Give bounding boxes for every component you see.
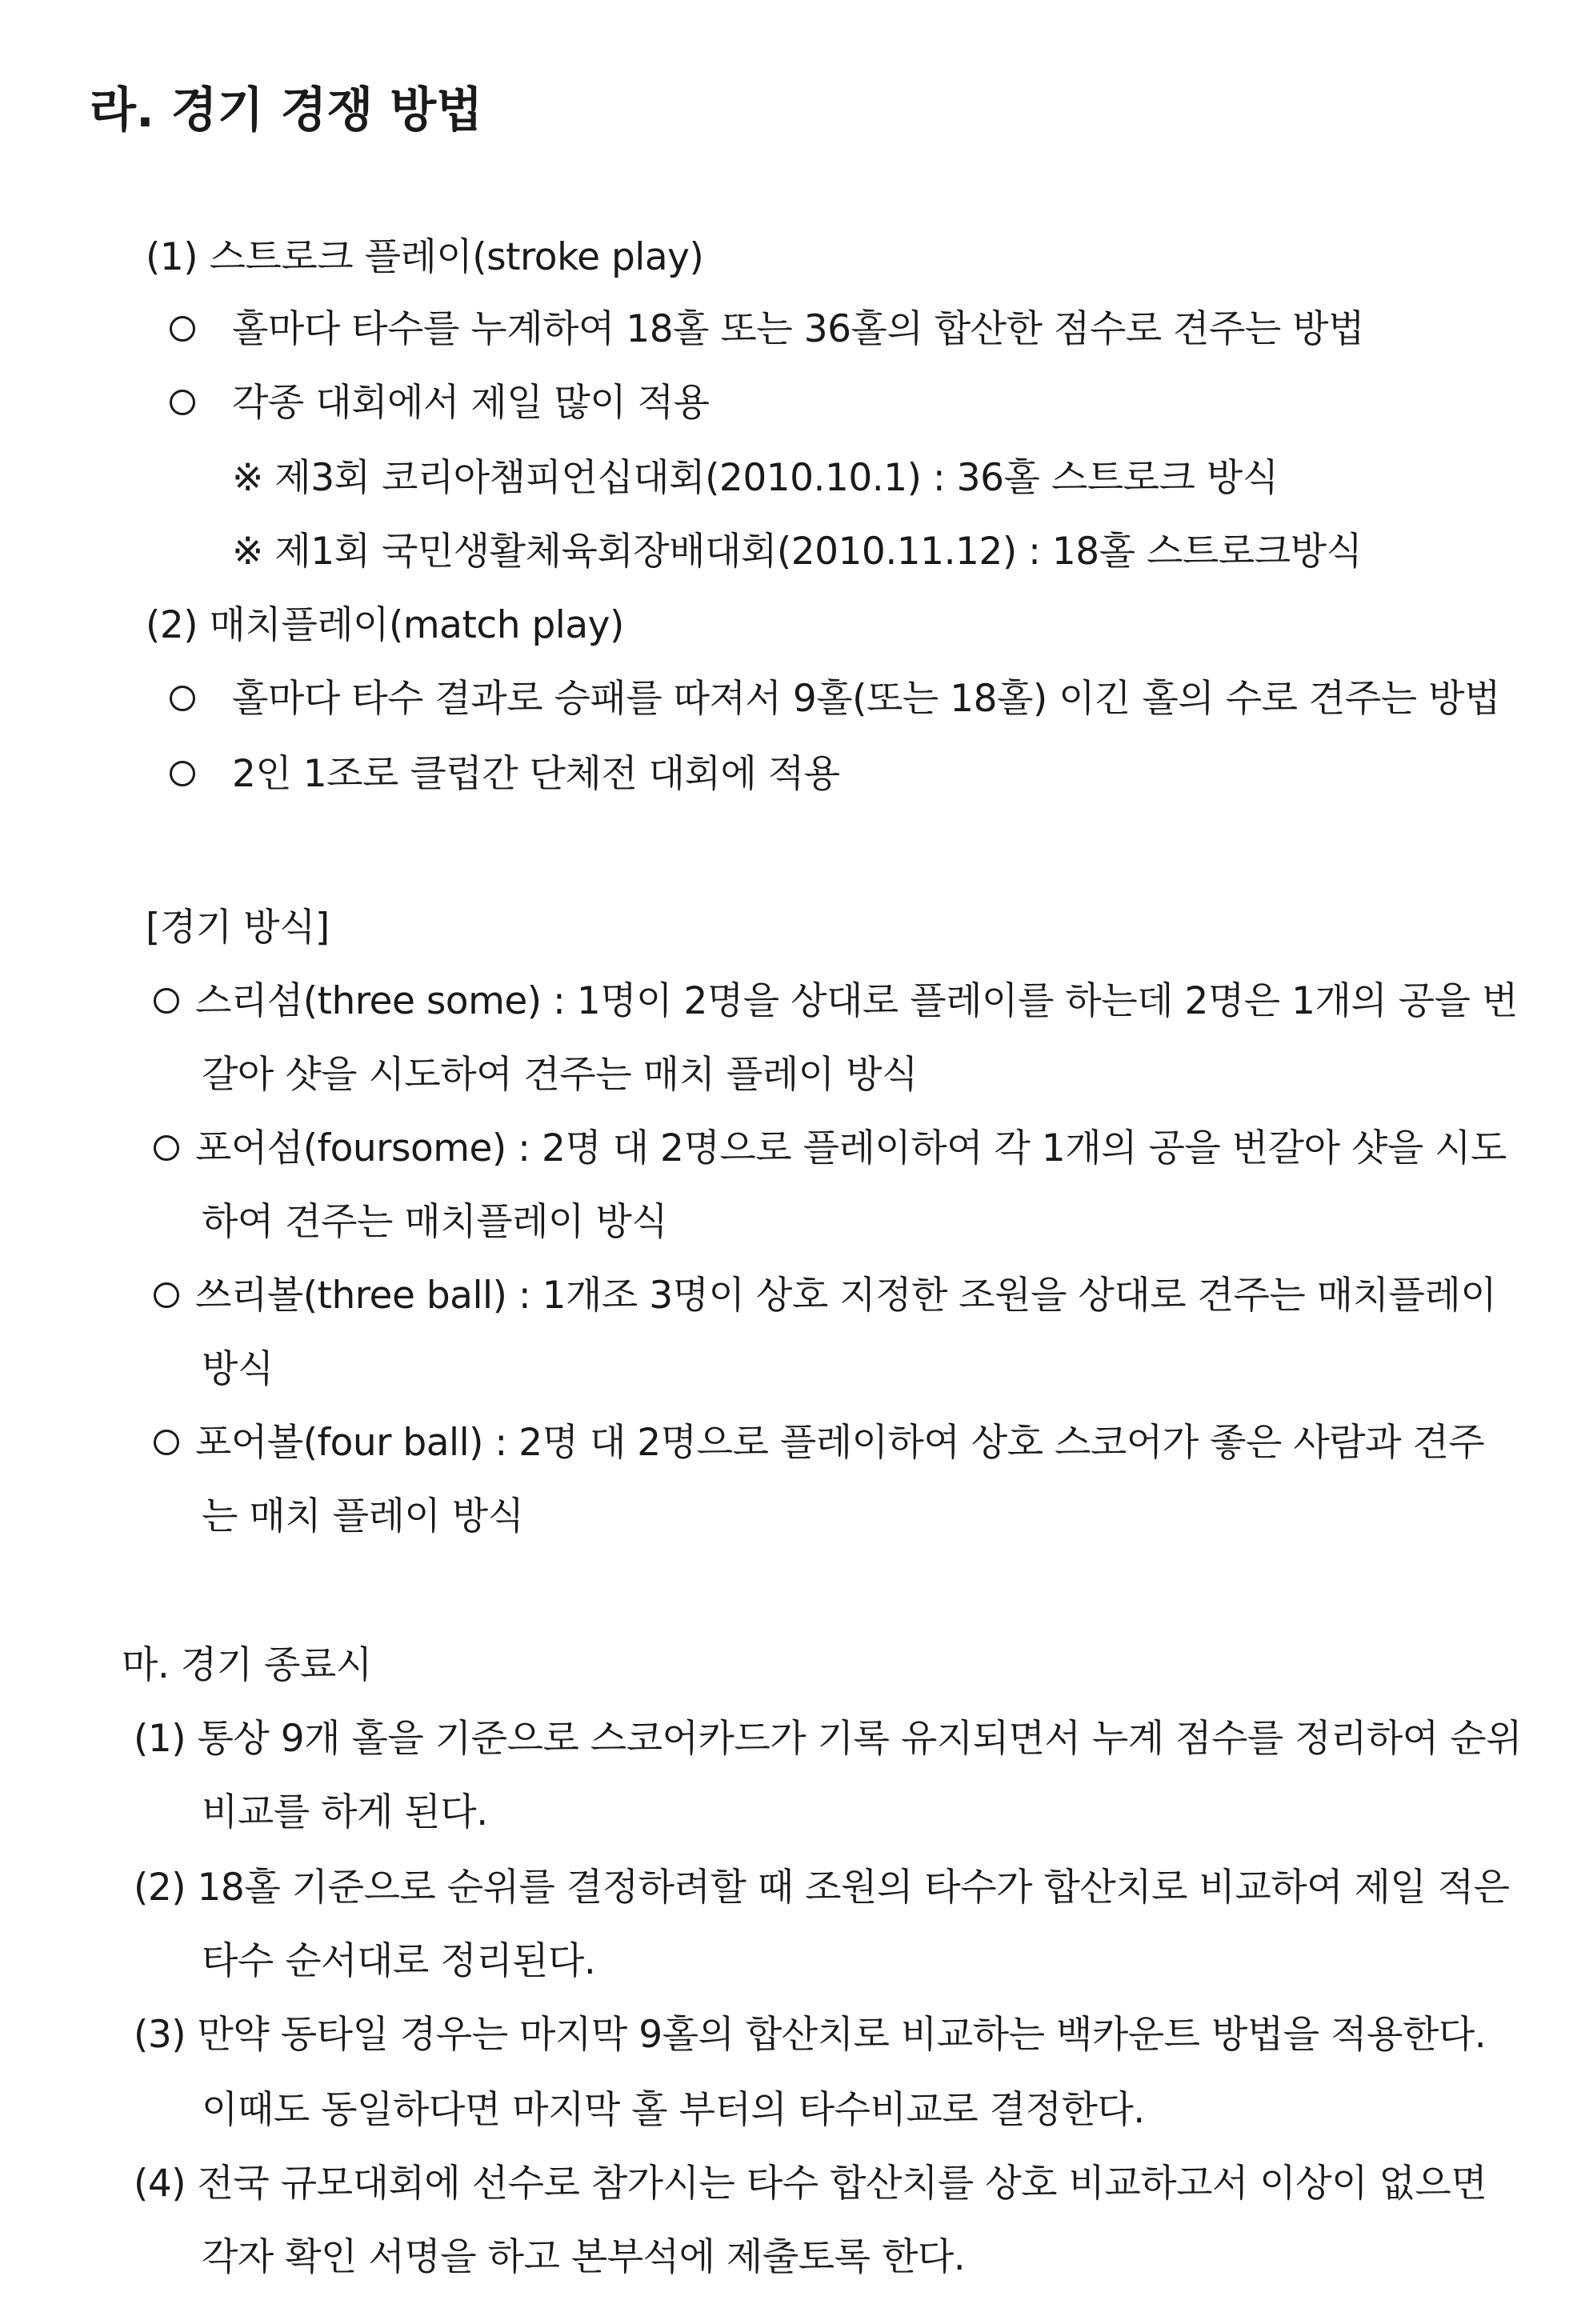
stroke-bullet-1 [170, 306, 1364, 354]
method-item-4 [154, 1419, 1484, 1467]
end-item-4-line1: (4) 전국 규모대회에 선수로 참가시는 타수 합산치를 상호 비교하고서 이상이 없으면 [134, 2162, 1487, 2206]
stroke-bullet-1-text: 홀마다 타수를 누계하여 18홀 또는 36홀의 합산한 점수로 견주는 방법 [232, 307, 1365, 351]
method-item-1-line2: 갈아 샷을 시도하여 견주는 매치 플레이 방식 [202, 1053, 918, 1097]
end-item-1-line2: 비교를 하게 된다. [202, 1790, 488, 1834]
circle-bullet-icon [154, 1282, 179, 1308]
stroke-bullet-2 [170, 379, 710, 427]
method-item-1-line1: 스리섬(three some) : 1명이 2명을 상대로 플레이를 하는데 2명은 1개의 공을 번 [195, 979, 1518, 1023]
circle-bullet-icon [154, 1430, 179, 1455]
method-item-3-line1: 쓰리볼(three ball) : 1개조 3명이 상호 지정한 조원을 상대로 견주는 매치플레이 [195, 1274, 1497, 1318]
stroke-play-heading: (1) 스트로크 플레이(stroke play) [146, 235, 704, 279]
circle-bullet-icon [154, 988, 179, 1014]
match-bullet-1-text: 홀마다 타수 결과로 승패를 따져서 9홀(또는 18홀) 이긴 홀의 수로 견주는 방법 [232, 677, 1500, 721]
end-item-2-line1: (2) 18홀 기준으로 순위를 결정하려할 때 조원의 타수가 합산치로 비교하여 제일 적은 [134, 1866, 1510, 1910]
method-item-2-line1: 포어섬(foursome) : 2명 대 2명으로 플레이하여 각 1개의 공을 번갈아 샷을 시도 [195, 1126, 1507, 1170]
stroke-bullet-2-text: 각종 대회에서 제일 많이 적용 [232, 381, 710, 425]
circle-bullet-icon [170, 390, 195, 415]
method-item-3 [154, 1272, 1496, 1320]
stroke-note-2: ※ 제1회 국민생활체육회장배대회(2010.11.12) : 18홀 스트로크방식 [232, 530, 1363, 574]
section-title-ma: 마. 경기 종료시 [122, 1643, 372, 1687]
circle-bullet-icon [170, 316, 195, 342]
method-item-2 [154, 1125, 1507, 1173]
circle-bullet-icon [154, 1135, 179, 1161]
method-item-2-line2: 하여 견주는 매치플레이 방식 [202, 1200, 668, 1244]
end-item-2-line2: 타수 순서대로 정리된다. [202, 1939, 596, 1983]
end-item-3-line2: 이때도 동일하다면 마지막 홀 부터의 타수비교로 결정한다. [202, 2088, 1145, 2132]
end-item-3-line1: (3) 만약 동타일 경우는 마지막 9홀의 합산치로 비교하는 백카운트 방법을 적용한다. [134, 2013, 1487, 2057]
match-bullet-1 [170, 675, 1500, 723]
section-title-ra: 라. 경기 경쟁 방법 [90, 82, 483, 138]
method-item-3-line2: 방식 [202, 1347, 274, 1391]
circle-bullet-icon [170, 761, 195, 786]
match-bullet-2-text: 2인 1조로 클럽간 단체전 대회에 적용 [232, 752, 840, 796]
method-item-4-line2: 는 매치 플레이 방식 [202, 1494, 524, 1538]
end-item-1-line1: (1) 통상 9개 홀을 기준으로 스코어카드가 기록 유지되면서 누계 점수를 정리하여 순위 [134, 1717, 1523, 1761]
method-item-4-line1: 포어볼(four ball) : 2명 대 2명으로 플레이하여 상호 스코어가 좋은 사람과 견주 [195, 1421, 1485, 1465]
match-play-heading: (2) 매치플레이(match play) [146, 603, 624, 647]
circle-bullet-icon [170, 686, 195, 711]
method-item-1 [154, 978, 1518, 1026]
methods-heading: [경기 방식] [146, 906, 330, 950]
match-bullet-2 [170, 750, 840, 798]
end-item-4-line2: 각자 확인 서명을 하고 본부석에 제출토록 한다. [202, 2235, 966, 2279]
stroke-note-1: ※ 제3회 코리아챔피언십대회(2010.10.1) : 36홀 스트로크 방식 [232, 456, 1279, 500]
